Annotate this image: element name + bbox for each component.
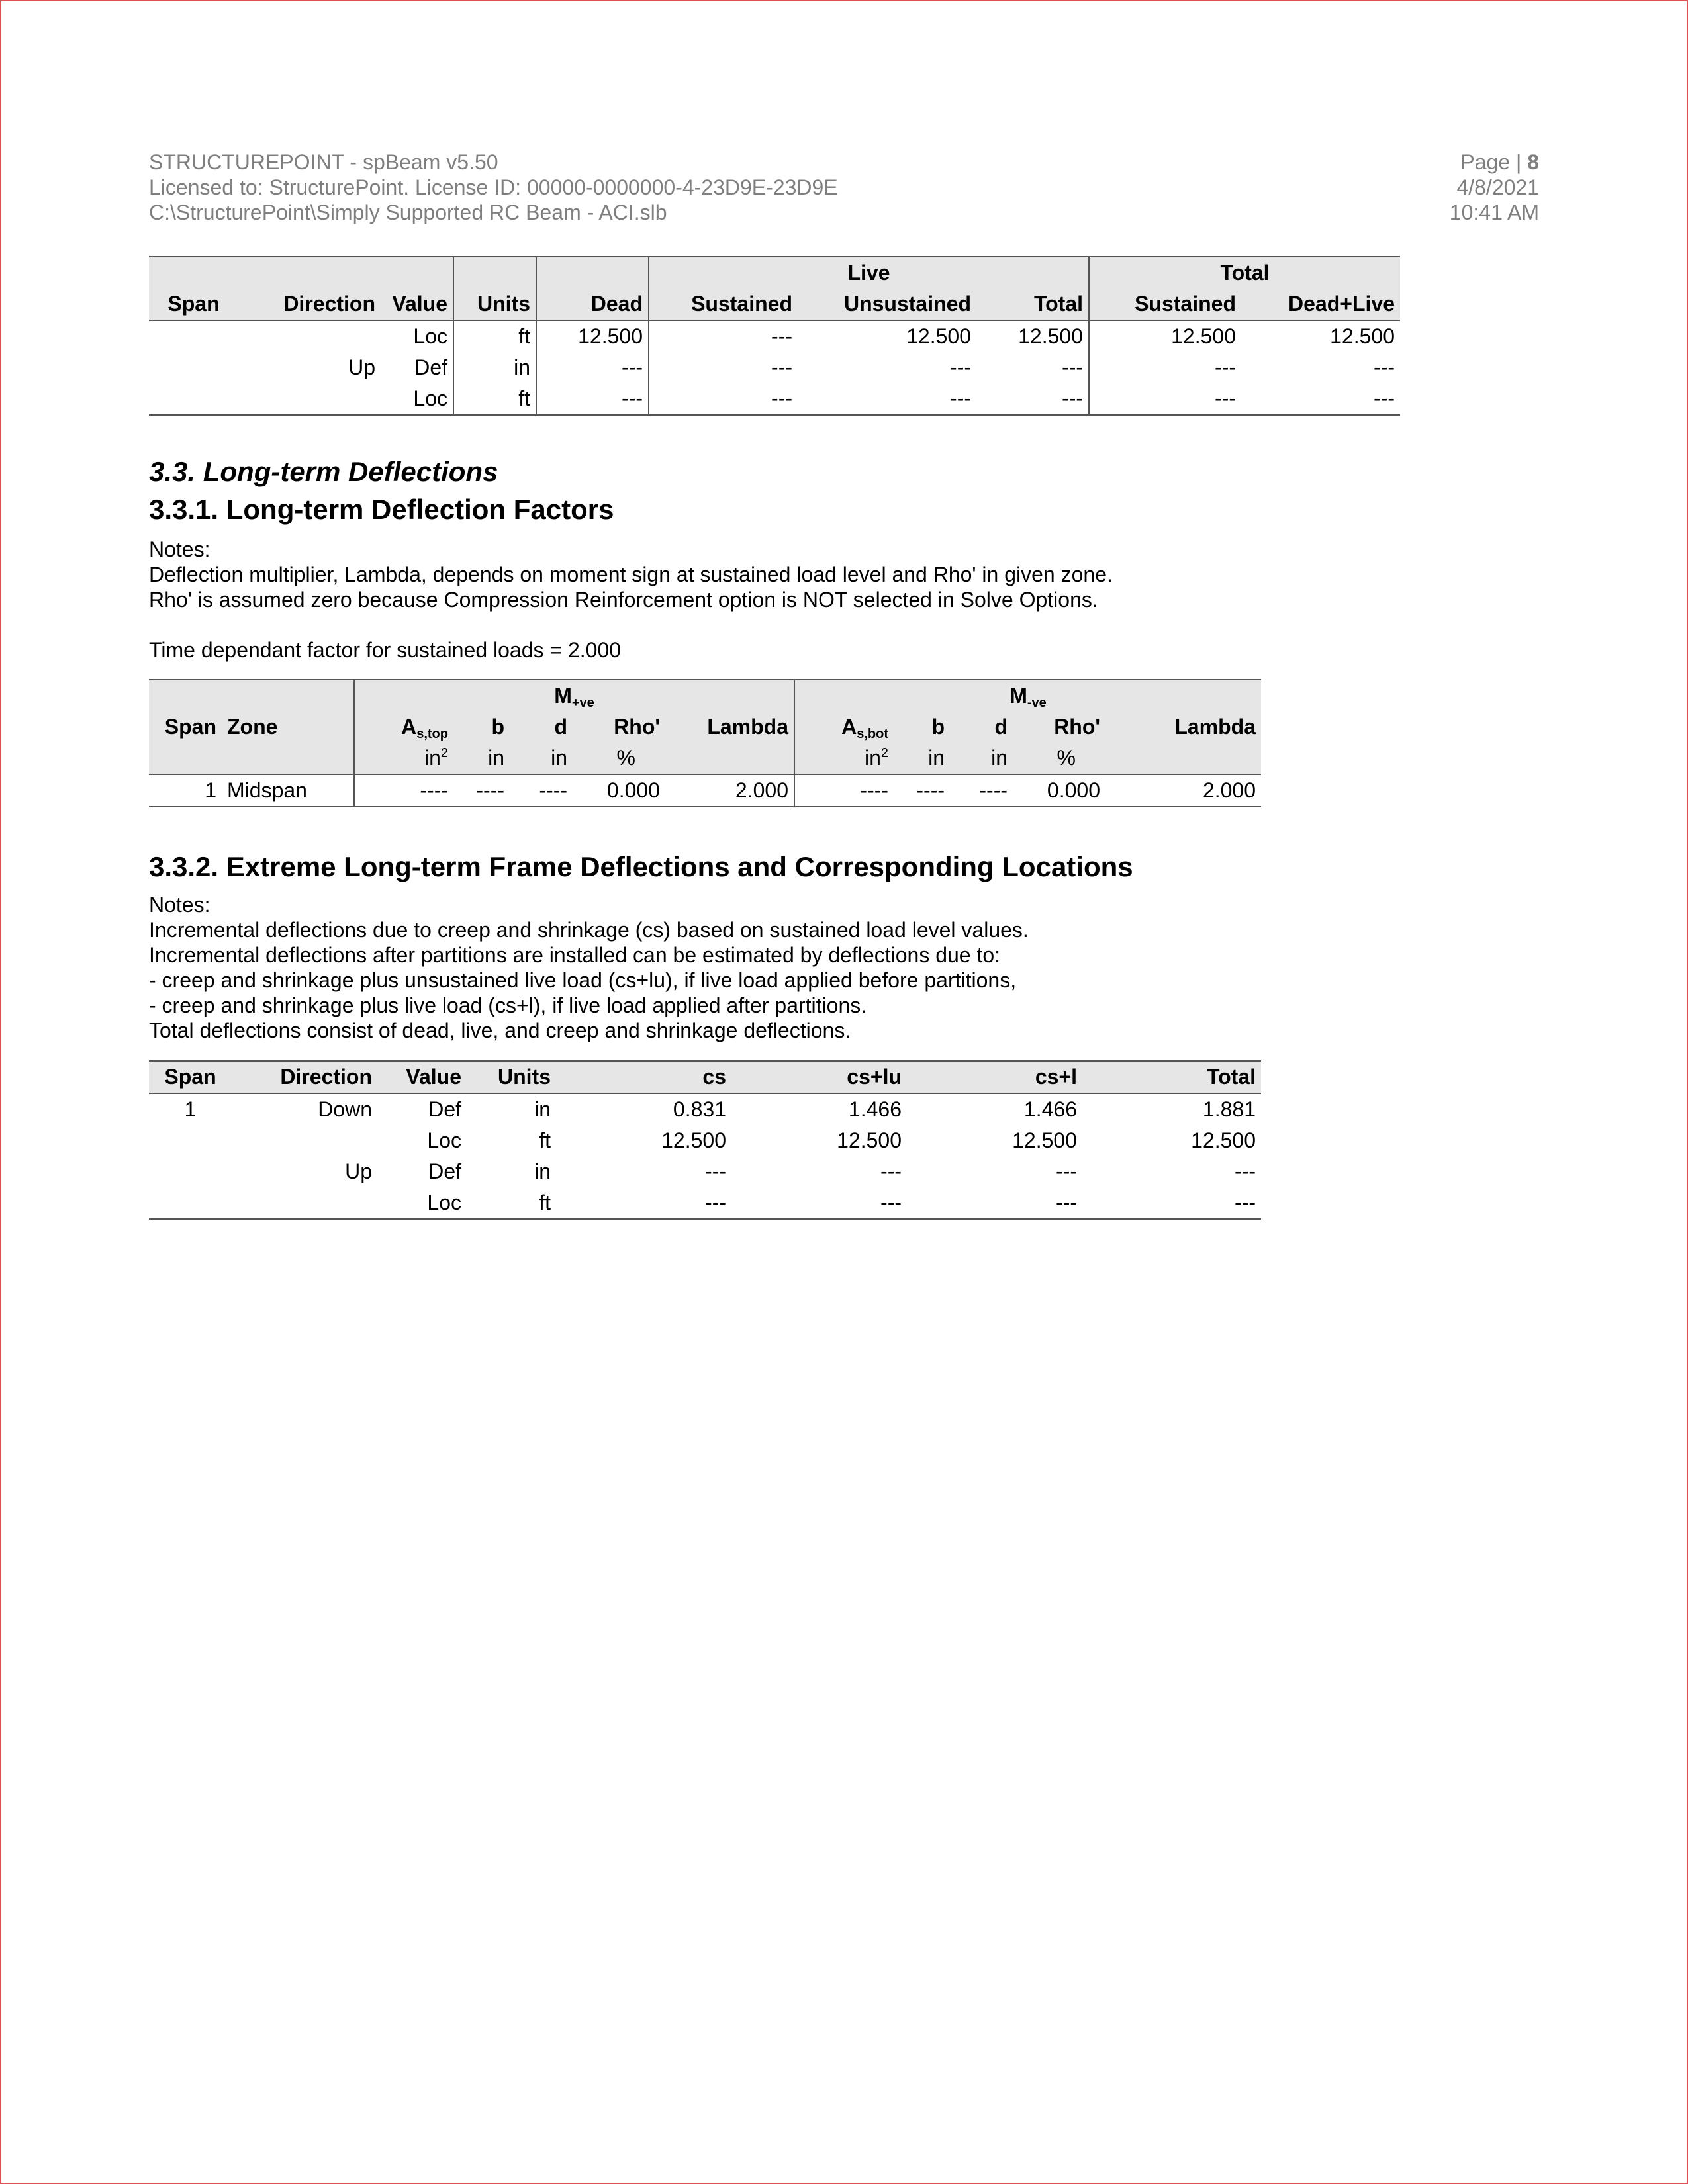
col-span: Span bbox=[149, 289, 238, 320]
notes-block-2 bbox=[149, 892, 1029, 1043]
col-b: b bbox=[491, 715, 504, 739]
col-live-sustained: Sustained bbox=[649, 289, 798, 320]
unit-in2: $in^2$ bbox=[354, 743, 453, 774]
header-file-path: C:\StructurePoint\Simply Supported RC Beam - ACI.slb bbox=[149, 201, 667, 224]
table-row: Loc ft 12.500 --- 12.500 12.500 12.500 12.500 bbox=[149, 320, 1400, 352]
page-number bbox=[1450, 150, 1539, 175]
col-total: Total bbox=[1082, 1061, 1261, 1093]
unit-in2: $in^2$ bbox=[794, 743, 894, 774]
table-row: 1 Down Def in 0.831 1.466 1.466 1.881 bbox=[184, 1097, 1256, 1121]
time-factor-text: Time dependant factor for sustained loads = 2.000 bbox=[149, 638, 622, 662]
col-live-total: Total bbox=[976, 289, 1089, 320]
col-total-dead-live: Dead+Live bbox=[1241, 289, 1400, 320]
notes-block-1 bbox=[149, 537, 1113, 662]
header-date: 4/8/2021 bbox=[1456, 175, 1539, 199]
col-rho: Rho' bbox=[1054, 715, 1100, 739]
col-as-bot: $A_{s,bot}$ bbox=[794, 711, 894, 743]
notes-line: Incremental deflections due to creep and shrinkage (cs) based on sustained load level values. bbox=[149, 918, 1029, 942]
group-m-negative: $M_{-ve}$ bbox=[794, 680, 1261, 711]
col-value: Value bbox=[381, 289, 453, 320]
notes-label: Notes: bbox=[149, 537, 211, 561]
table-row: 1 Midspan ---- ---- ---- 0.000 2.000 ---- ---- ---- 0.000 2.000 bbox=[149, 774, 1261, 807]
section-heading-3-3-2: 3.3.2. Extreme Long-term Frame Deflections and Corresponding Locations bbox=[149, 851, 1133, 882]
col-b: b bbox=[931, 715, 945, 739]
col-span: Span bbox=[149, 1061, 232, 1093]
notes-line: Total deflections consist of dead, live, and creep and shrinkage deflections. bbox=[149, 1019, 851, 1042]
table-row: Up Def in --- --- --- --- --- --- bbox=[149, 352, 1400, 383]
col-dead: Dead bbox=[536, 289, 649, 320]
section-heading-3-3: 3.3. Long-term Deflections bbox=[149, 456, 498, 487]
col-value: Value bbox=[377, 1061, 467, 1093]
col-live-unsustained: Unsustained bbox=[798, 289, 976, 320]
page-label: Page | bbox=[1460, 150, 1528, 174]
col-units: Units bbox=[467, 1061, 556, 1093]
col-direction: Direction bbox=[232, 1061, 377, 1093]
col-lambda: Lambda bbox=[707, 715, 788, 739]
table-row: Up Def in --- --- --- --- bbox=[345, 1160, 1256, 1183]
col-d: d bbox=[994, 715, 1008, 739]
header-right bbox=[1450, 150, 1539, 225]
header-left bbox=[149, 150, 838, 225]
table1-column-header bbox=[149, 289, 1400, 320]
table2-column-header bbox=[149, 711, 1261, 743]
col-rho: Rho' bbox=[614, 715, 660, 739]
page-number-value: 8 bbox=[1527, 150, 1539, 174]
table1-group-header bbox=[149, 257, 1400, 289]
unit-percent: % bbox=[616, 746, 635, 770]
notes-line: Deflection multiplier, Lambda, depends on moment sign at sustained load level and Rho' in given zone. bbox=[149, 563, 1113, 586]
header-app: STRUCTUREPOINT - spBeam v5.50 bbox=[149, 150, 498, 174]
col-as-top: $A_{s,top}$ bbox=[354, 711, 453, 743]
notes-label: Notes: bbox=[149, 893, 211, 917]
table-row: Loc ft --- --- --- --- bbox=[149, 1187, 1261, 1219]
header-time: 10:41 AM bbox=[1449, 201, 1539, 224]
col-units: Units bbox=[453, 289, 536, 320]
unit-in: in bbox=[928, 746, 945, 770]
unit-in: in bbox=[488, 746, 504, 770]
col-cs-lu: cs+lu bbox=[731, 1061, 907, 1093]
table2-units-header bbox=[149, 743, 1261, 774]
group-total: Total bbox=[1089, 257, 1400, 289]
unit-in: in bbox=[551, 746, 567, 770]
deflection-factors-table bbox=[149, 679, 1261, 807]
col-cs: cs bbox=[556, 1061, 731, 1093]
col-lambda: Lambda bbox=[1174, 715, 1256, 739]
col-span: Span bbox=[164, 715, 216, 739]
notes-line: - creep and shrinkage plus live load (cs+l), if live load applied after partitions. bbox=[149, 993, 867, 1017]
table-row: Loc ft 12.500 12.500 12.500 12.500 bbox=[427, 1128, 1256, 1152]
table-row: Loc ft --- --- --- --- --- --- bbox=[149, 383, 1400, 415]
notes-line: Incremental deflections after partitions are installed can be estimated by deflections due to: bbox=[149, 943, 1001, 967]
notes-line: - creep and shrinkage plus unsustained live load (cs+lu), if live load applied before partitions, bbox=[149, 968, 1017, 992]
section-heading-3-3-1: 3.3.1. Long-term Deflection Factors bbox=[149, 494, 614, 525]
unit-in: in bbox=[991, 746, 1008, 770]
col-direction: Direction bbox=[238, 289, 381, 320]
header-license: Licensed to: StructurePoint. License ID: 00000-0000000-4-23D9E-23D9E bbox=[149, 175, 838, 199]
table3-column-header bbox=[149, 1061, 1261, 1093]
col-zone: Zone bbox=[227, 715, 278, 739]
deflection-table-continued bbox=[149, 256, 1400, 416]
col-cs-l: cs+l bbox=[907, 1061, 1082, 1093]
table2-group-header bbox=[149, 680, 1261, 711]
notes-line: Rho' is assumed zero because Compression Reinforcement option is NOT selected in Solve Options. bbox=[149, 588, 1098, 612]
col-total-sustained: Sustained bbox=[1089, 289, 1241, 320]
group-live: Live bbox=[649, 257, 1089, 289]
group-m-positive: $M_{+ve}$ bbox=[354, 680, 794, 711]
unit-percent: % bbox=[1056, 746, 1076, 770]
col-d: d bbox=[554, 715, 567, 739]
long-term-deflections-table bbox=[149, 1060, 1261, 1220]
